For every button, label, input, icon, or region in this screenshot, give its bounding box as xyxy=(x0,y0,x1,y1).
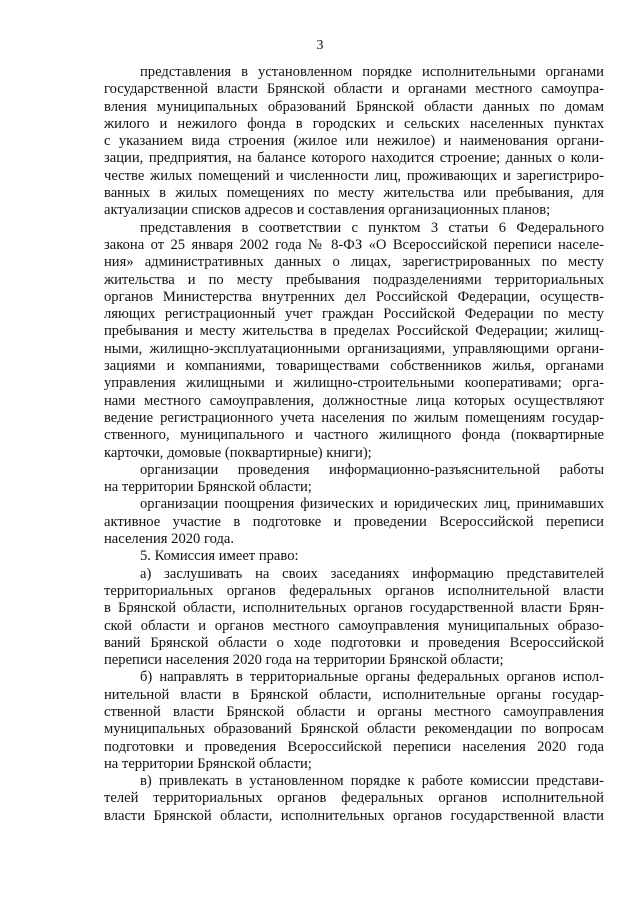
text-line: территориальных органов федеральных органов исполнительной власти xyxy=(104,582,604,599)
text-line: переписи населения 2020 года на территории Брянской области; xyxy=(104,652,504,669)
text-line: ванных в жилых помещениях по месту жительства или пребывания, для xyxy=(104,185,604,202)
text-line: нительной власти в Брянской области, исполнительные органы государ- xyxy=(104,686,604,703)
paragraph xyxy=(104,64,604,220)
paragraph xyxy=(104,462,604,497)
text-line: ными, жилищно-эксплуатационными организациями, управляющими органи- xyxy=(104,340,604,357)
text-line: представления в соответствии с пунктом 3 статьи 6 Федерального xyxy=(140,219,604,236)
text-line: телей территориальных органов федеральных органов исполнительной xyxy=(104,790,604,807)
text-line: муниципальных образований Брянской области рекомендации по вопросам xyxy=(104,721,604,738)
text-line: ственной власти Брянской области и органы местного самоуправления xyxy=(104,703,604,720)
document-body xyxy=(104,64,604,825)
text-line: ляющих регистрационный учет граждан Российской Федерации по месту xyxy=(104,306,604,323)
text-line: 5. Комиссия имеет право: xyxy=(140,548,299,565)
text-line: органов Министерства внутренних дел Российской Федерации, осуществ- xyxy=(104,288,604,305)
text-line: ведение регистрационного учета населения по жилым помещениям государ- xyxy=(104,409,604,426)
text-line: закона от 25 января 2002 года № 8-ФЗ «О Всероссийской переписи населе- xyxy=(104,236,604,253)
text-line: зациями и компаниями, товариществами собственников жилья, органами xyxy=(104,358,604,375)
text-line: власти Брянской области, исполнительных органов государственной власти xyxy=(104,807,604,824)
text-line: а) заслушивать на своих заседаниях информацию представителей xyxy=(140,565,604,582)
text-line: населения 2020 года. xyxy=(104,531,235,548)
text-line: жилого и нежилого фонда в городских и сельских населенных пунктах xyxy=(104,115,604,132)
text-line: б) направлять в территориальные органы федеральных органов испол- xyxy=(140,669,604,686)
paragraph xyxy=(104,220,604,462)
paragraph xyxy=(104,669,604,773)
text-line: представления в установленном порядке исполнительными органами xyxy=(140,64,604,80)
paragraph xyxy=(104,566,604,670)
text-line: честве жилых помещений и численности лиц, проживающих и зарегистриро- xyxy=(104,167,604,184)
text-line: подготовки и проведения Всероссийской переписи населения 2020 года xyxy=(104,738,604,755)
text-line: зации, предприятия, на балансе которого находится строение; данных о коли- xyxy=(104,150,604,167)
paragraph xyxy=(104,773,604,825)
text-line: активное участие в подготовке и проведении Всероссийской переписи xyxy=(104,513,604,530)
text-line: государственной власти Брянской области и органами местного самоупра- xyxy=(104,81,604,98)
text-line: жительства и по месту пребывания подразделениями территориальных xyxy=(104,271,604,288)
text-line: вления муниципальных образований Брянской области данных по домам xyxy=(104,98,604,115)
text-line: актуализации списков адресов и составления организационных планов; xyxy=(104,202,551,219)
text-line: пребывания и месту жительства в пределах Российской Федерации; жилищ- xyxy=(104,323,604,340)
text-line: организации поощрения физических и юридических лиц, принимавших xyxy=(140,496,604,513)
text-line: на территории Брянской области; xyxy=(104,755,312,772)
text-line: на территории Брянской области; xyxy=(104,479,312,496)
text-line: ственного, муниципального и частного жилищного фонда (поквартирные xyxy=(104,427,604,444)
paragraph xyxy=(104,496,604,548)
text-line: карточки, домовые (поквартирные) книги); xyxy=(104,444,372,461)
paragraph xyxy=(104,548,604,565)
text-line: ния» административных данных о лицах, зарегистрированных по месту xyxy=(104,254,604,271)
text-line: организации проведения информационно-разъяснительной работы xyxy=(140,461,604,478)
text-line: в Брянской области, исполнительных органов государственной власти Брян- xyxy=(104,600,604,617)
text-line: ской области и органов местного самоуправления муниципальных образо- xyxy=(104,617,604,634)
text-line: нами местного самоуправления, должностные лица которых осуществляют xyxy=(104,392,604,409)
text-line: управления жилищными и жилищно-строительными кооперативами; орга- xyxy=(104,375,604,392)
text-line: с указанием вида строения (жилое или нежилое) и наименования органи- xyxy=(104,133,604,150)
text-line: в) привлекать в установленном порядке к работе комиссии представи- xyxy=(140,773,604,790)
text-line: ваний Брянской области о ходе подготовки и проведения Всероссийской xyxy=(104,634,604,651)
page-number: 3 xyxy=(316,38,324,53)
